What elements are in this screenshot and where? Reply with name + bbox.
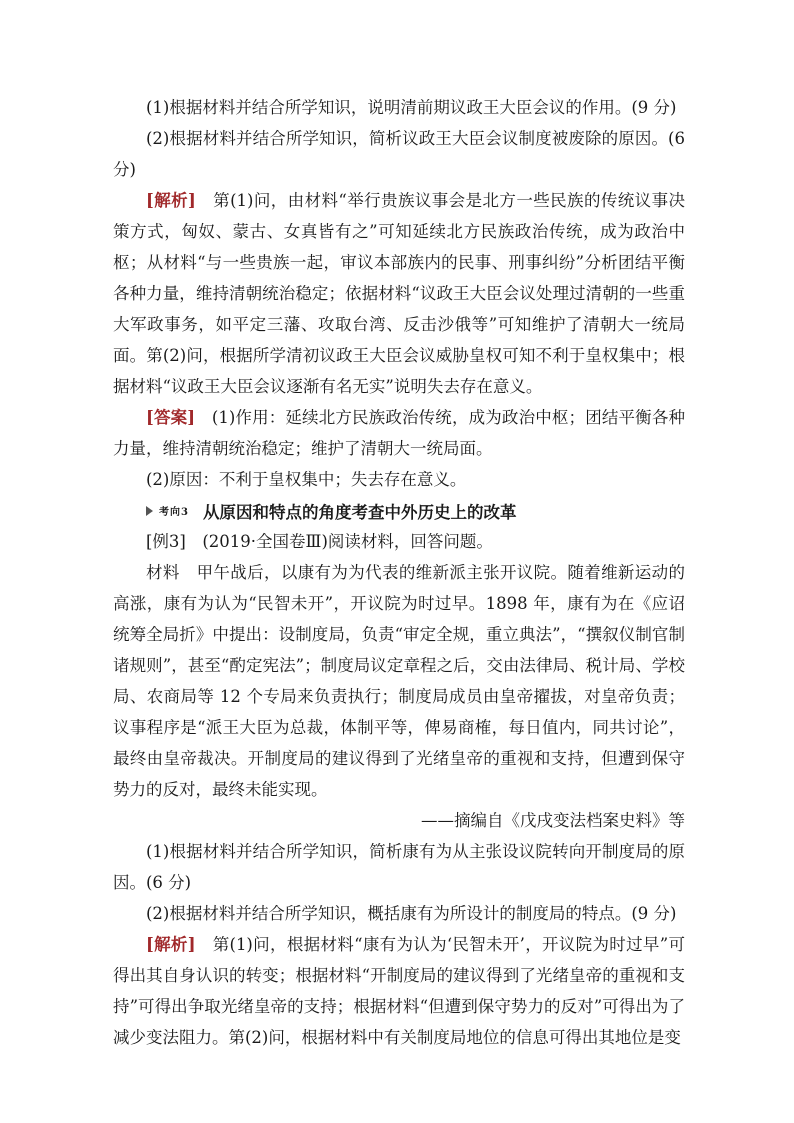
document-body bbox=[113, 92, 685, 1053]
analysis-tag: [解析] bbox=[146, 191, 196, 210]
question-2: (2)根据材料并结合所学知识，简析议政王大臣会议制度被废除的原因。(6 分) bbox=[113, 129, 685, 179]
answer-paragraph-2: (2)原因：不利于皇权集中；失去存在意义。 bbox=[146, 470, 467, 489]
analysis-paragraph-2 bbox=[113, 929, 685, 1053]
question-3: (1)根据材料并结合所学知识，简析康有为从主张设议院转向开制度局的原因。(6 分) bbox=[113, 842, 685, 892]
material-paragraph: 材料 甲午战后，以康有为为代表的维新派主张开议院。随着维新运动的高涨，康有为认为“民智未开”，开议院为时过早。1898 年，康有为在《应诏统筹全局折》中提出：设制度局，负责“审定全规，重立典法”，“撰叙仪制官制诸规则”，甚至“酌定宪法”；制度局议定章程之后，交由法律局、税计局、学校局、农商局等 12 个专局来负责执行；制度局成员由皇帝擢拔，对皇帝负责；议事程序是“派王大臣为总裁，体制平等，俾易商榷，每日值内，同共讨论”，最终由皇帝裁决。开制度局的建议得到了光绪皇帝的重视和支持，但遭到保守势力的反对，最终未能实现。 bbox=[113, 563, 685, 799]
section-badge: 考向3 bbox=[159, 507, 189, 518]
example-heading: [例3] (2019·全国卷Ⅲ)阅读材料，回答问题。 bbox=[146, 532, 493, 551]
section-title: 从原因和特点的角度考查中外历史上的改革 bbox=[202, 502, 517, 522]
answer-text: (1)作用：延续北方民族政治传统，成为政治中枢；团结平衡各种力量，维持清朝统治稳定；维护了清朝大一统局面。 bbox=[113, 408, 685, 458]
question-4: (2)根据材料并结合所学知识，概括康有为所设计的制度局的特点。(9 分) bbox=[146, 904, 677, 923]
triangle-marker-icon bbox=[146, 506, 153, 516]
analysis-text: 第(1)问，由材料“举行贵族议事会是北方一些民族的传统议事决策方式，匈奴、蒙古、女真皆有之”可知延续北方民族政治传统，成为政治中枢；从材料“与一些贵族一起，审议本部族内的民事、刑事纠纷”分析团结平衡各种力量，维持清朝统治稳定；依据材料“议政王大臣会议处理过清朝的一些重大军政事务，如平定三藩、攻取台湾、反击沙俄等”可知维护了清朝大一统局面。第(2)问，根据所学清初议政王大臣会议威胁皇权可知不利于皇权集中；根据材料“议政王大臣会议逐渐有名无实”说明失去存在意义。 bbox=[113, 191, 685, 396]
question-1: (1)根据材料并结合所学知识，说明清前期议政王大臣会议的作用。(9 分) bbox=[146, 98, 677, 117]
section-header bbox=[113, 495, 685, 526]
material-source: ——摘编自《戊戌变法档案史料》等 bbox=[421, 811, 685, 830]
answer-tag: [答案] bbox=[146, 408, 196, 427]
analysis-text-2: 第(1)问，根据材料“康有为认为‘民智未开’，开议院为时过早”可得出其自身认识的转变；根据材料“开制度局的建议得到了光绪皇帝的重视和支持”可得出争取光绪皇帝的支持；根据材料“但遭到保守势力的反对”可得出为了减少变法阻力。第(2)问，根据材料中有关制度局地位的信息可得出其地位是变 bbox=[113, 935, 685, 1047]
analysis-paragraph-1 bbox=[113, 185, 685, 402]
analysis-tag-2: [解析] bbox=[146, 935, 196, 954]
answer-paragraph-1 bbox=[113, 402, 685, 464]
